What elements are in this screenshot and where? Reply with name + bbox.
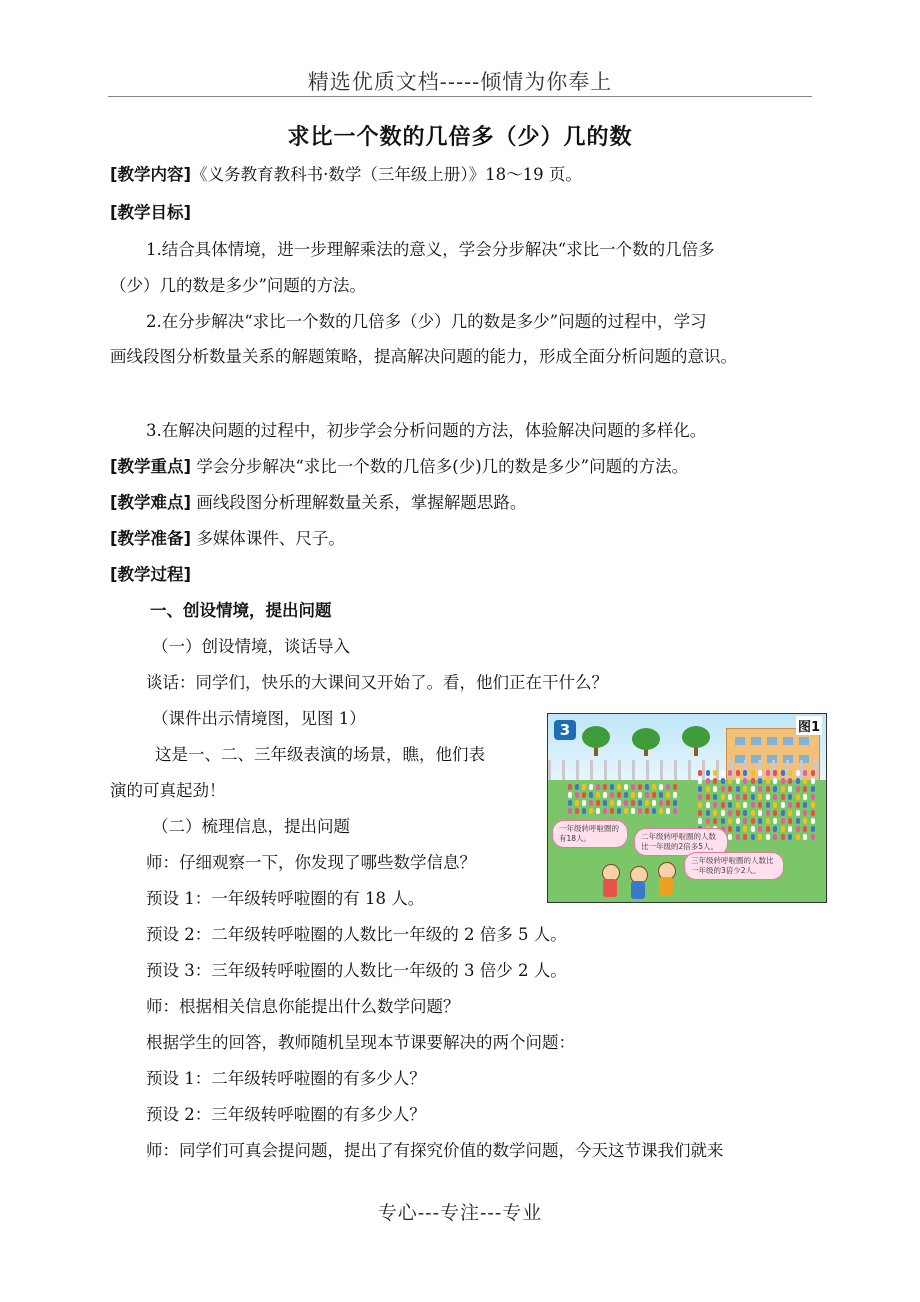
student-figure [811, 786, 815, 792]
student-figure [788, 778, 792, 784]
student-figure [596, 808, 600, 814]
student-figure [751, 826, 755, 832]
student-figure [631, 808, 635, 814]
student-figure [811, 794, 815, 800]
goal-1-line-2: （少）几的数是多少”问题的方法。 [110, 276, 366, 295]
student-figure [638, 784, 642, 790]
student-figure [645, 808, 649, 814]
student-figure [713, 818, 717, 824]
student-figure [603, 808, 607, 814]
student-figure [766, 826, 770, 832]
student-figure [811, 818, 815, 824]
student-figure [728, 810, 732, 816]
speech-bubble-grade-1: 一年级转呼啦圈的有18人。 [552, 820, 628, 848]
student-figure [728, 826, 732, 832]
student-figure [624, 784, 628, 790]
student-figure [721, 794, 725, 800]
student-figure [773, 818, 777, 824]
page-header: 精选优质文档-----倾情为你奉上 [307, 70, 613, 94]
student-figure [575, 800, 579, 806]
student-figure [645, 800, 649, 806]
content-label: [教学内容] [110, 165, 192, 184]
student-figure [811, 778, 815, 784]
student-figure [781, 786, 785, 792]
student-figure [811, 802, 815, 808]
student-figure [743, 778, 747, 784]
student-figure [781, 778, 785, 784]
goal-2-line-1: 2.在分步解决“求比一个数的几倍多（少）几的数是多少”问题的过程中，学习 [146, 312, 707, 331]
student-figure [713, 778, 717, 784]
student-figure [743, 794, 747, 800]
student-figure [743, 818, 747, 824]
student-figure [781, 770, 785, 776]
student-figure [796, 786, 800, 792]
student-figure [796, 834, 800, 840]
question-1: 师：仔细观察一下，你发现了哪些数学信息？ [146, 853, 476, 872]
question-2: 师：根据相关信息你能提出什么数学问题？ [146, 997, 460, 1016]
goals-label: [教学目标] [110, 203, 192, 222]
figure-number-badge: 3 [554, 720, 576, 740]
student-figure [575, 792, 579, 798]
student-figure [751, 818, 755, 824]
student-figure [766, 834, 770, 840]
student-figure [617, 800, 621, 806]
student-figure [617, 792, 621, 798]
preset-4: 预设 1：二年级转呼啦圈的有多少人？ [146, 1069, 426, 1088]
student-figure [758, 770, 762, 776]
student-figure [631, 792, 635, 798]
student-figure [796, 818, 800, 824]
section-1-heading: 一、创设情境，提出问题 [150, 601, 332, 620]
student-figure [698, 794, 702, 800]
student-figure [652, 792, 656, 798]
student-figure [659, 784, 663, 790]
student-figure [728, 818, 732, 824]
student-figure [811, 834, 815, 840]
student-figure [721, 810, 725, 816]
student-figure [666, 808, 670, 814]
student-figure [652, 808, 656, 814]
reply-line: 根据学生的回答，教师随机呈现本节课要解决的两个问题： [146, 1033, 575, 1052]
student-figure [698, 786, 702, 792]
preparation-text: 多媒体课件、尺子。 [196, 529, 345, 548]
student-figure [631, 800, 635, 806]
subsection-1-heading: （一）创设情境，谈话导入 [152, 637, 350, 656]
student-figure [659, 808, 663, 814]
student-figure [568, 808, 572, 814]
student-figure [603, 800, 607, 806]
student-figure [758, 810, 762, 816]
student-figure [603, 792, 607, 798]
difficulty-text: 画线段图分析理解数量关系，掌握解题思路。 [196, 493, 527, 512]
student-figure [582, 792, 586, 798]
scene-line-1: 这是一、二、三年级表演的场景，瞧，他们表 [155, 745, 485, 764]
student-figure [698, 802, 702, 808]
student-figure [713, 794, 717, 800]
child-figure [656, 862, 676, 896]
student-figure [803, 778, 807, 784]
student-figure [736, 810, 740, 816]
student-figure [713, 810, 717, 816]
student-figure [751, 778, 755, 784]
figure-1-illustration [547, 713, 827, 903]
process-label: [教学过程] [110, 565, 192, 584]
key-point-line [110, 456, 688, 478]
student-figure [788, 786, 792, 792]
student-figure [781, 818, 785, 824]
student-figure [698, 810, 702, 816]
student-figure [773, 810, 777, 816]
student-figure [803, 786, 807, 792]
speech-bubble-grade-3: 三年级转呼啦圈的人数比一年级的3倍少2人。 [684, 852, 784, 880]
student-figure [781, 794, 785, 800]
student-figure [596, 784, 600, 790]
student-figure [803, 770, 807, 776]
student-figure [751, 794, 755, 800]
student-figure [666, 792, 670, 798]
document-title: 求比一个数的几倍多（少）几的数 [287, 125, 633, 150]
student-figure [788, 834, 792, 840]
student-figure [568, 784, 572, 790]
student-figure [659, 800, 663, 806]
student-figure [698, 818, 702, 824]
student-figure [773, 834, 777, 840]
student-figure [568, 792, 572, 798]
student-figure [758, 778, 762, 784]
student-figure [603, 784, 607, 790]
student-figure [743, 786, 747, 792]
student-figure [721, 778, 725, 784]
student-figure [766, 818, 770, 824]
key-point-label: [教学重点] [110, 457, 192, 476]
student-figure [589, 792, 593, 798]
student-figure [706, 786, 710, 792]
student-figure [766, 802, 770, 808]
student-figure [796, 810, 800, 816]
child-figure [628, 866, 648, 900]
student-figure [645, 784, 649, 790]
student-figure [582, 800, 586, 806]
student-figure [610, 800, 614, 806]
student-figure [811, 810, 815, 816]
student-figure [596, 792, 600, 798]
student-figure [743, 770, 747, 776]
student-figure [788, 826, 792, 832]
student-figure [758, 786, 762, 792]
question-3: 师：同学们可真会提问题，提出了有探究价值的数学问题，今天这节课我们就来 [146, 1141, 724, 1160]
student-figure [736, 802, 740, 808]
difficulty-label: [教学难点] [110, 493, 192, 512]
preparation-line [110, 528, 345, 550]
student-figure [706, 802, 710, 808]
student-figure [659, 792, 663, 798]
student-figure [582, 808, 586, 814]
student-figure [736, 826, 740, 832]
student-figure [773, 794, 777, 800]
student-figure [721, 802, 725, 808]
student-figure [706, 794, 710, 800]
student-figure [781, 826, 785, 832]
student-figure [796, 802, 800, 808]
tree [582, 726, 610, 748]
student-figure [638, 808, 642, 814]
student-figure [788, 770, 792, 776]
preset-1: 预设 1：一年级转呼啦圈的有 18 人。 [146, 889, 425, 908]
student-figure [666, 800, 670, 806]
speech-bubble-grade-2: 二年级转呼啦圈的人数比一年级的2倍多5人。 [634, 828, 728, 856]
student-figure [582, 784, 586, 790]
talk-line: 谈话：同学们，快乐的大课间又开始了。看，他们正在干什么？ [146, 673, 608, 692]
student-figure [728, 834, 732, 840]
student-figure [673, 808, 677, 814]
content-line [110, 164, 582, 186]
student-figure [721, 818, 725, 824]
student-figure [706, 810, 710, 816]
student-figure [713, 770, 717, 776]
student-figure [721, 786, 725, 792]
student-figure [728, 802, 732, 808]
student-figure [610, 784, 614, 790]
student-figure [803, 794, 807, 800]
student-figure [589, 784, 593, 790]
student-figure [766, 770, 770, 776]
scene-line-2: 演的可真起劲！ [110, 781, 226, 800]
student-figure [788, 818, 792, 824]
student-figure [736, 786, 740, 792]
goal-3: 3.在解决问题的过程中，初步学会分析问题的方法，体验解决问题的多样化。 [146, 421, 707, 440]
student-figure [758, 834, 762, 840]
student-figure [624, 792, 628, 798]
student-figure [645, 792, 649, 798]
student-figure [781, 834, 785, 840]
student-figure [766, 810, 770, 816]
student-figure [773, 770, 777, 776]
student-figure [631, 784, 635, 790]
student-figure [751, 786, 755, 792]
student-figure [713, 802, 717, 808]
preset-3: 预设 3：三年级转呼啦圈的人数比一年级的 3 倍少 2 人。 [146, 961, 567, 980]
student-figure [751, 802, 755, 808]
student-figure [803, 826, 807, 832]
student-figure [773, 826, 777, 832]
student-figure [788, 794, 792, 800]
student-figure [728, 794, 732, 800]
student-figure [721, 770, 725, 776]
student-figure [743, 834, 747, 840]
student-figure [743, 802, 747, 808]
key-point-text: 学会分步解决“求比一个数的几倍多(少)几的数是多少”问题的方法。 [196, 457, 689, 476]
tree [632, 728, 660, 750]
content-text: 《义务教育教科书·数学（三年级上册）》18～19 页。 [191, 165, 582, 184]
subsection-2-heading: （二）梳理信息，提出问题 [152, 817, 350, 836]
student-figure [796, 778, 800, 784]
student-figure [751, 810, 755, 816]
student-figure [652, 784, 656, 790]
student-figure [666, 784, 670, 790]
preparation-label: [教学准备] [110, 529, 192, 548]
student-figure [713, 786, 717, 792]
student-figure [811, 826, 815, 832]
goal-2-line-2: 画线段图分析数量关系的解题策略，提高解决问题的能力，形成全面分析问题的意识。 [110, 347, 737, 366]
student-figure [788, 810, 792, 816]
student-figure [796, 770, 800, 776]
student-figure [589, 808, 593, 814]
student-figure [773, 786, 777, 792]
student-figure [736, 818, 740, 824]
show-figure-line: （课件出示情境图，见图 1） [152, 709, 366, 728]
student-figure [575, 784, 579, 790]
student-figure [766, 794, 770, 800]
student-figure [617, 784, 621, 790]
student-figure [781, 810, 785, 816]
student-figure [698, 778, 702, 784]
student-figure [773, 802, 777, 808]
student-figure [736, 770, 740, 776]
student-figure [803, 834, 807, 840]
student-figure [803, 802, 807, 808]
student-figure [743, 810, 747, 816]
student-figure [728, 786, 732, 792]
student-figure [673, 792, 677, 798]
student-figure [673, 800, 677, 806]
student-figure [624, 800, 628, 806]
student-figure [751, 770, 755, 776]
student-figure [638, 792, 642, 798]
student-figure [698, 770, 702, 776]
goal-1-line-1: 1.结合具体情境，进一步理解乘法的意义，学会分步解决“求比一个数的几倍多 [146, 240, 715, 259]
student-figure [610, 792, 614, 798]
student-figure [758, 818, 762, 824]
student-figure [706, 818, 710, 824]
student-figure [624, 808, 628, 814]
student-figure [803, 818, 807, 824]
student-figure [758, 794, 762, 800]
student-figure [673, 784, 677, 790]
student-figure [751, 834, 755, 840]
student-figure [706, 770, 710, 776]
student-figure [652, 800, 656, 806]
student-figure [706, 778, 710, 784]
student-figure [781, 802, 785, 808]
page-footer: 专心---专注---专业 [377, 1202, 543, 1224]
student-figure [736, 834, 740, 840]
student-figure [788, 802, 792, 808]
student-figure [766, 786, 770, 792]
student-figure [758, 802, 762, 808]
student-figure [589, 800, 593, 806]
tree [682, 726, 710, 748]
student-figure [575, 808, 579, 814]
student-figure [758, 826, 762, 832]
preset-2: 预设 2：二年级转呼啦圈的人数比一年级的 2 倍多 5 人。 [146, 925, 567, 944]
student-figure [736, 794, 740, 800]
student-figure [773, 778, 777, 784]
student-figure [811, 770, 815, 776]
student-figure [736, 778, 740, 784]
student-figure [796, 826, 800, 832]
preset-5: 预设 2：三年级转呼啦圈的有多少人？ [146, 1105, 426, 1124]
student-figure [728, 770, 732, 776]
student-figure [568, 800, 572, 806]
student-figure [596, 800, 600, 806]
student-figure [728, 778, 732, 784]
student-figure [743, 826, 747, 832]
student-figure [796, 794, 800, 800]
student-figure [610, 808, 614, 814]
student-figure [617, 808, 621, 814]
student-figure [803, 810, 807, 816]
difficulty-line [110, 492, 526, 514]
header-divider [108, 96, 812, 97]
figure-label: 图1 [796, 716, 822, 735]
student-figure [766, 778, 770, 784]
child-figure [600, 864, 620, 898]
student-figure [638, 800, 642, 806]
